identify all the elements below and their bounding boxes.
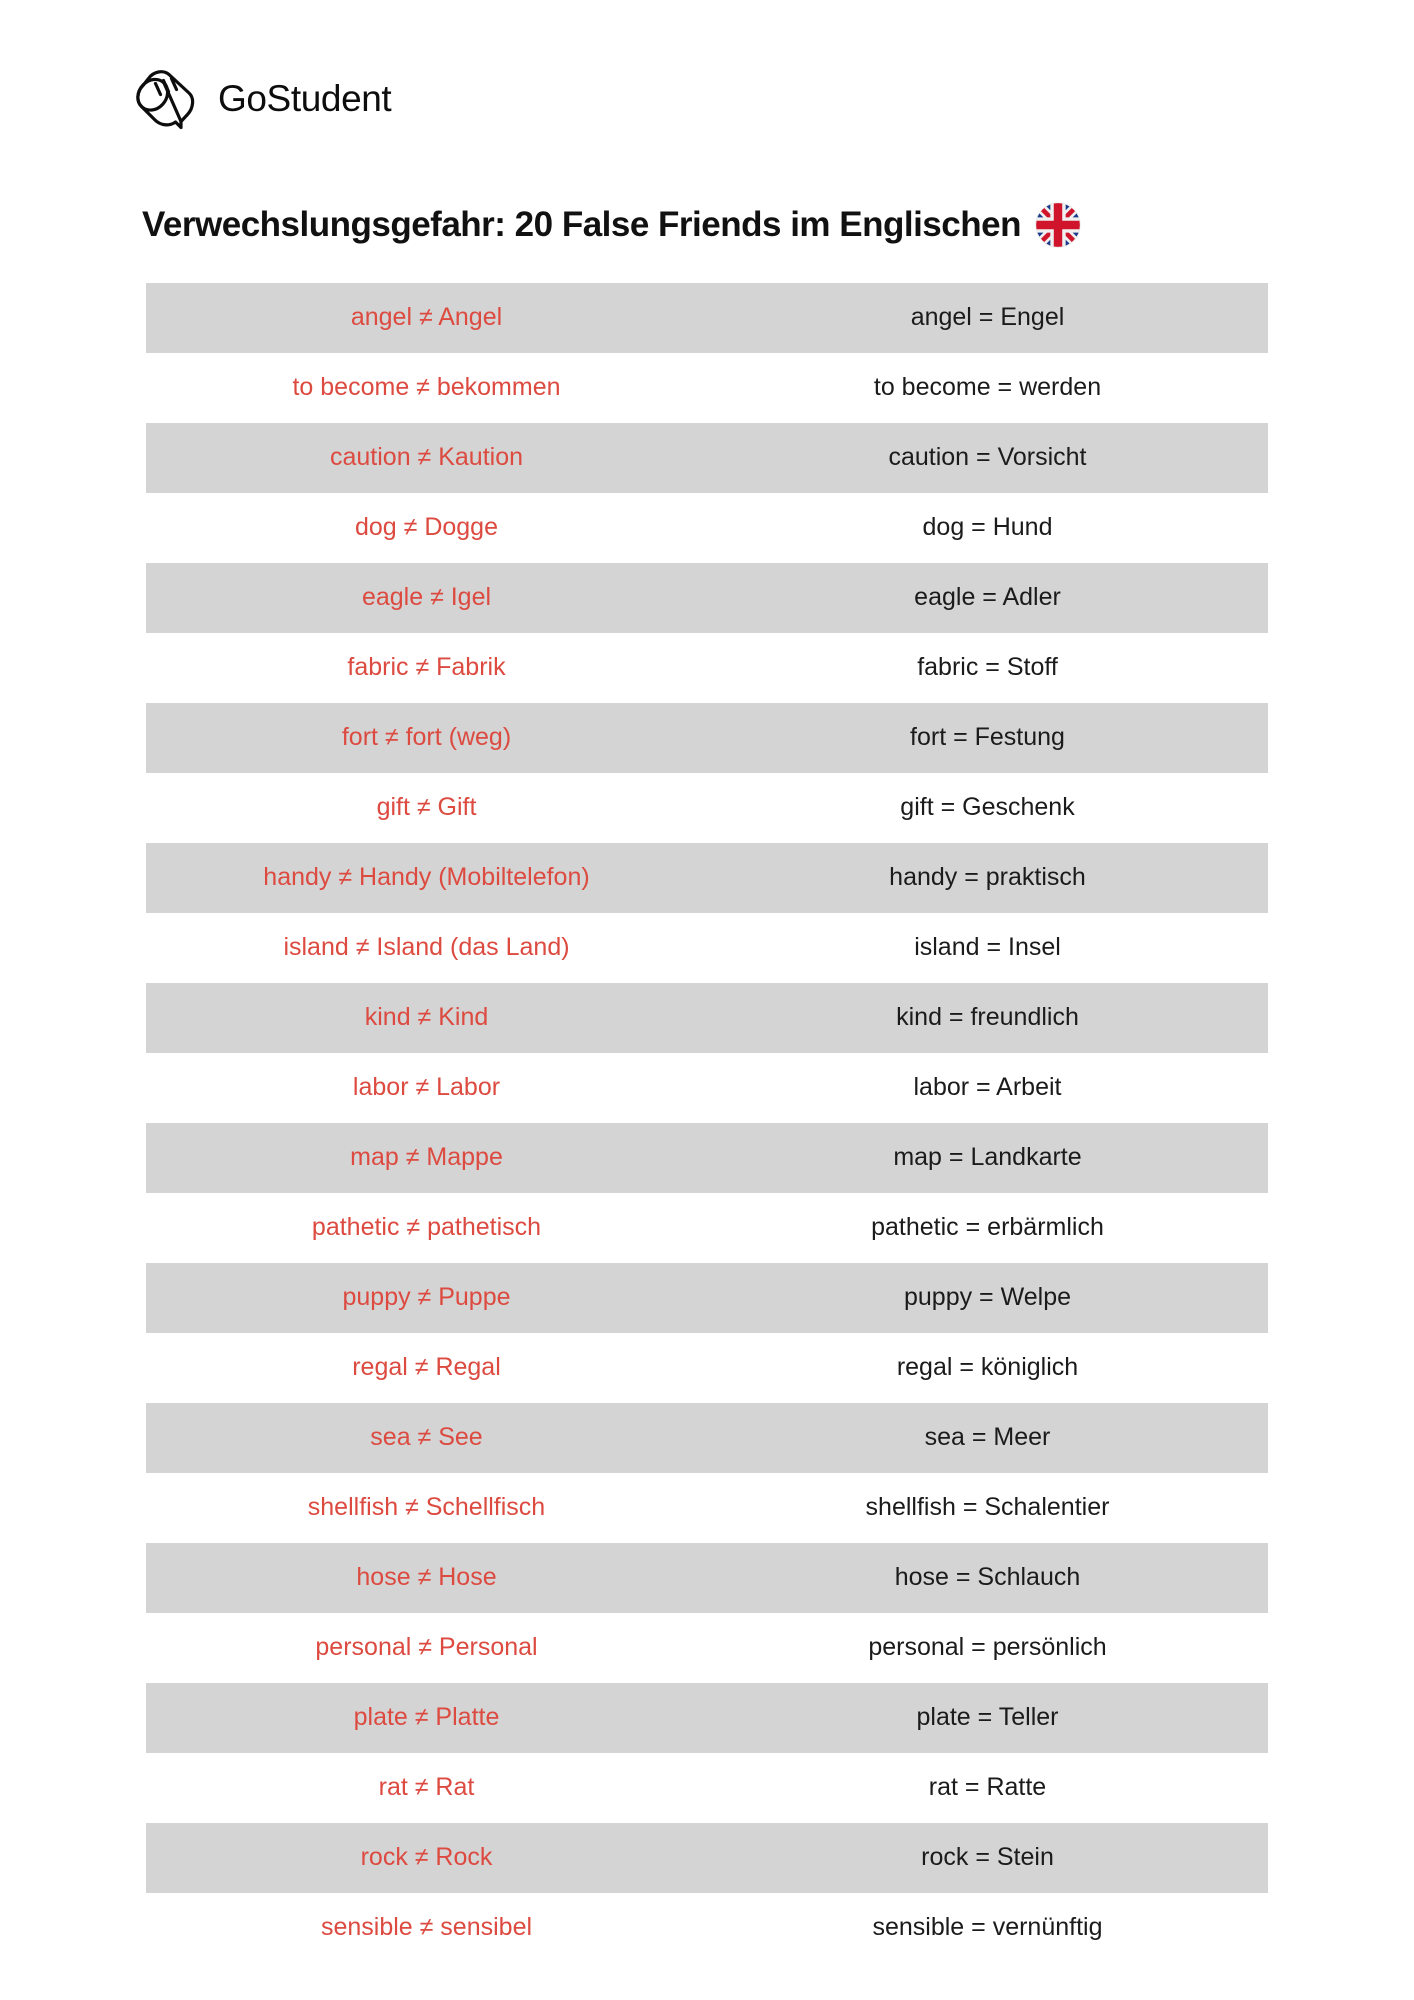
table-row — [146, 353, 1268, 423]
table-row — [146, 1543, 1268, 1613]
correct-meaning-cell: caution = Vorsicht — [888, 443, 1087, 472]
false-friend-cell: handy ≠ Handy (Mobiltelefon) — [263, 863, 590, 892]
united-kingdom-flag-icon — [1035, 202, 1081, 248]
false-friend-cell: to become ≠ bekommen — [292, 373, 561, 402]
correct-meaning-cell: fort = Festung — [910, 723, 1065, 752]
table-row — [146, 703, 1268, 773]
correct-meaning-cell: gift = Geschenk — [900, 793, 1075, 822]
correct-meaning-cell: hose = Schlauch — [894, 1563, 1081, 1592]
false-friend-cell: regal ≠ Regal — [352, 1353, 501, 1382]
table-row — [146, 1123, 1268, 1193]
false-friend-cell: labor ≠ Labor — [352, 1073, 501, 1102]
table-row — [146, 1893, 1268, 1963]
table-row — [146, 563, 1268, 633]
false-friend-cell: island ≠ Island (das Land) — [283, 933, 570, 962]
false-friends-table — [146, 283, 1268, 1963]
false-friend-cell: caution ≠ Kaution — [329, 443, 524, 472]
correct-meaning-cell: to become = werden — [873, 373, 1102, 402]
correct-meaning-cell: eagle = Adler — [914, 583, 1061, 612]
table-row — [146, 1333, 1268, 1403]
table-row — [146, 1613, 1268, 1683]
correct-meaning-cell: handy = praktisch — [889, 863, 1086, 892]
correct-meaning-cell: kind = freundlich — [896, 1003, 1079, 1032]
correct-meaning-cell: plate = Teller — [916, 1703, 1059, 1732]
brand-name: GoStudent — [218, 77, 392, 119]
false-friend-cell: personal ≠ Personal — [315, 1633, 538, 1662]
correct-meaning-cell: puppy = Welpe — [903, 1283, 1072, 1312]
false-friend-cell: eagle ≠ Igel — [361, 583, 492, 612]
correct-meaning-cell: sea = Meer — [924, 1423, 1051, 1452]
correct-meaning-cell: rat = Ratte — [928, 1773, 1047, 1802]
false-friend-cell: pathetic ≠ pathetisch — [311, 1213, 542, 1242]
false-friend-cell: sensible ≠ sensibel — [320, 1913, 533, 1942]
table-row — [146, 633, 1268, 703]
false-friend-cell: plate ≠ Platte — [353, 1703, 500, 1732]
table-row — [146, 1193, 1268, 1263]
correct-meaning-cell: labor = Arbeit — [913, 1073, 1062, 1102]
correct-meaning-cell: sensible = vernünftig — [872, 1913, 1103, 1942]
false-friend-cell: shellfish ≠ Schellfisch — [307, 1493, 546, 1522]
brand-logo — [128, 60, 391, 136]
correct-meaning-cell: fabric = Stoff — [917, 653, 1058, 682]
table-row — [146, 843, 1268, 913]
page-title: Verwechslungsgefahr: 20 False Friends im Englischen — [142, 205, 1021, 245]
false-friend-cell: puppy ≠ Puppe — [342, 1283, 511, 1312]
table-row — [146, 1263, 1268, 1333]
false-friend-cell: fabric ≠ Fabrik — [347, 653, 506, 682]
table-row — [146, 283, 1268, 353]
table-row — [146, 913, 1268, 983]
false-friend-cell: sea ≠ See — [370, 1423, 483, 1452]
correct-meaning-cell: pathetic = erbärmlich — [871, 1213, 1104, 1242]
correct-meaning-cell: island = Insel — [914, 933, 1061, 962]
correct-meaning-cell: regal = königlich — [896, 1353, 1079, 1382]
table-row — [146, 983, 1268, 1053]
false-friend-cell: rock ≠ Rock — [360, 1843, 493, 1872]
table-row — [146, 1473, 1268, 1543]
false-friend-cell: kind ≠ Kind — [364, 1003, 489, 1032]
false-friend-cell: gift ≠ Gift — [376, 793, 477, 822]
title-row — [142, 182, 1081, 268]
correct-meaning-cell: dog = Hund — [922, 513, 1053, 542]
false-friend-cell: dog ≠ Dogge — [355, 513, 498, 542]
correct-meaning-cell: personal = persönlich — [868, 1633, 1107, 1662]
graduation-scroll-icon — [128, 60, 204, 136]
table-row — [146, 773, 1268, 843]
table-row — [146, 493, 1268, 563]
correct-meaning-cell: shellfish = Schalentier — [865, 1493, 1110, 1522]
false-friend-cell: fort ≠ fort (weg) — [341, 723, 512, 752]
false-friend-cell: angel ≠ Angel — [350, 303, 503, 332]
false-friend-cell: hose ≠ Hose — [356, 1563, 497, 1592]
table-row — [146, 1683, 1268, 1753]
false-friend-cell: rat ≠ Rat — [378, 1773, 475, 1802]
false-friend-cell: map ≠ Mappe — [350, 1143, 503, 1172]
table-row — [146, 1053, 1268, 1123]
table-row — [146, 1403, 1268, 1473]
correct-meaning-cell: map = Landkarte — [893, 1143, 1082, 1172]
correct-meaning-cell: angel = Engel — [910, 303, 1065, 332]
table-row — [146, 1823, 1268, 1893]
table-row — [146, 1753, 1268, 1823]
correct-meaning-cell: rock = Stein — [921, 1843, 1054, 1872]
table-row — [146, 423, 1268, 493]
